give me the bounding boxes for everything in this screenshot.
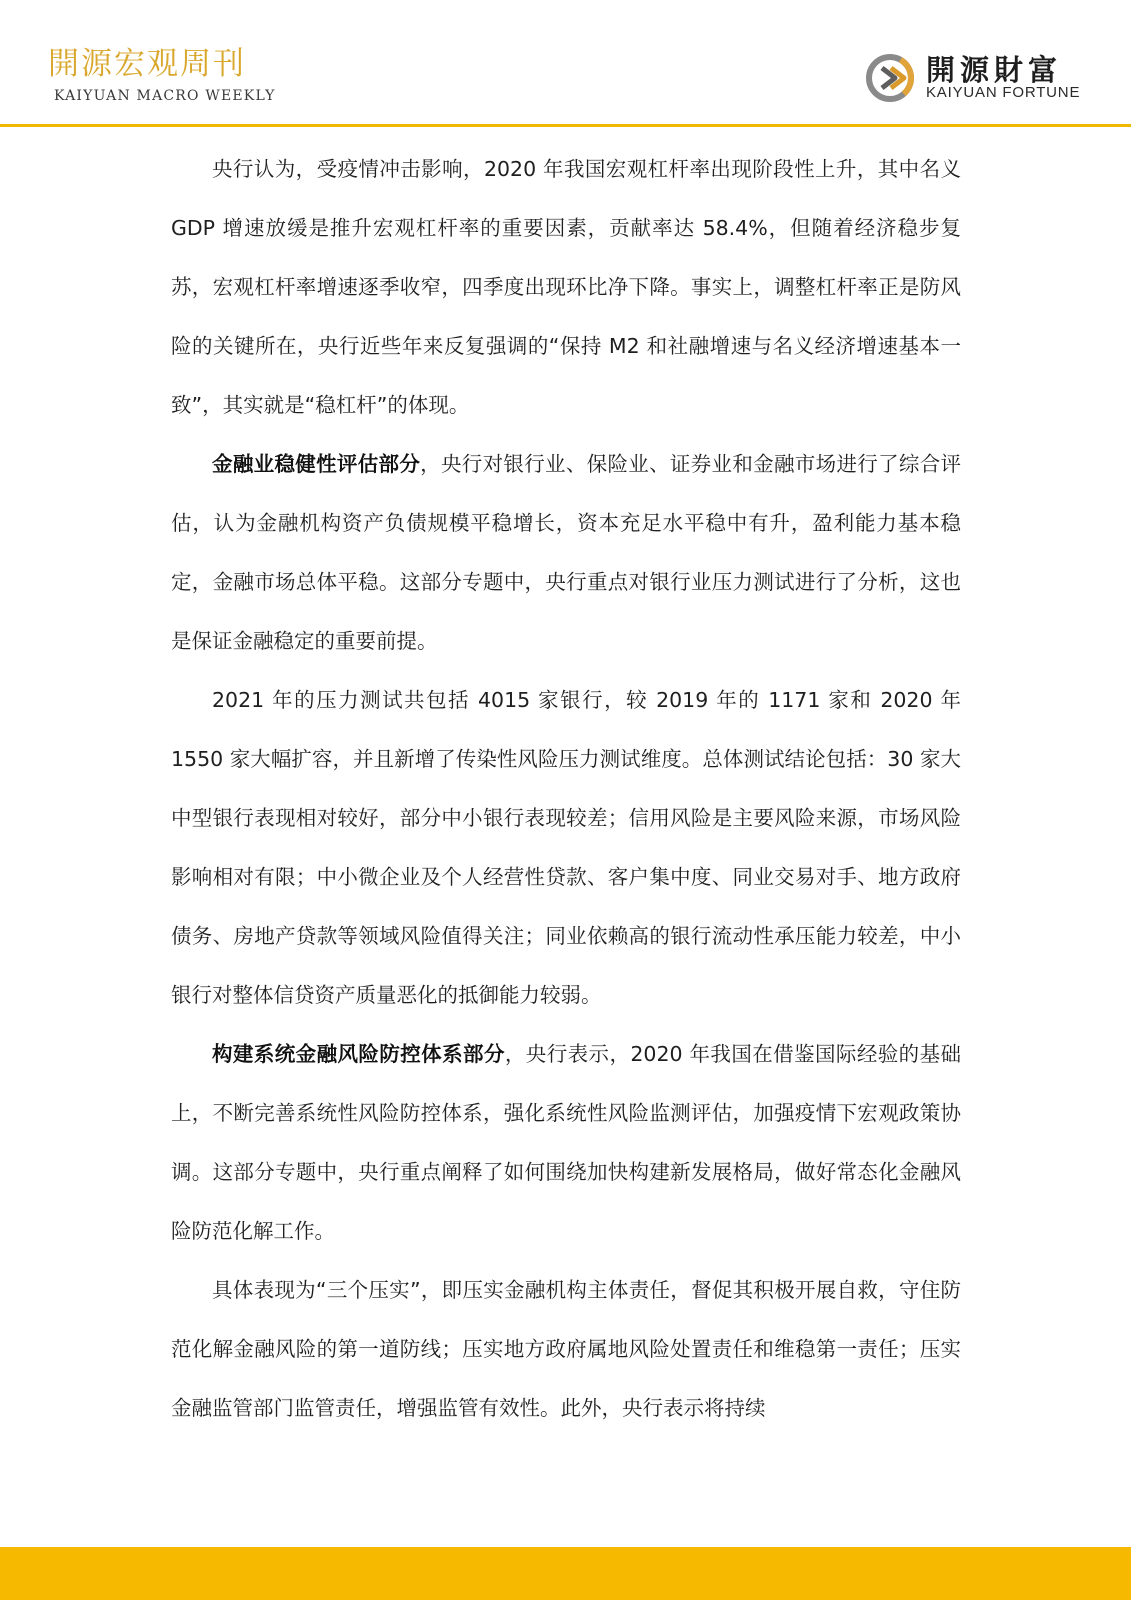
paragraph-risk-control [171,1025,961,1261]
footer-bar [0,1547,1131,1600]
section-lead-soundness: 金融业稳健性评估部分 [212,452,421,476]
paragraph-risk-control-text: ，央行表示，2020 年我国在借鉴国际经验的基础上，不断完善系统性风险防控体系，强化系统性风险监测评估，加强疫情下宏观政策协调。这部分专题中，央行重点阐释了如何围绕加快构建新发展格局，做好常态化金融风险防范化解工作。 [171,1042,961,1243]
paragraph-three-responsibilities: 具体表现为“三个压实”，即压实金融机构主体责任，督促其积极开展自救，守住防范化解金融风险的第一道防线；压实地方政府属地风险处置责任和维稳第一责任；压实金融监管部门监管责任，增强监管有效性。此外，央行表示将持续 [171,1278,961,1420]
report-title: 開源宏观周刊 [48,46,246,82]
header-divider [0,124,1131,127]
report-subtitle: KAIYUAN MACRO WEEKLY [54,88,276,104]
section-lead-risk-control: 构建系统金融风险防控体系部分 [212,1042,505,1066]
article-body [171,140,961,1438]
paragraph-soundness [171,435,961,671]
logo-chinese-name: 開源財富 [926,53,1063,87]
paragraph-stress-test: 2021 年的压力测试共包括 4015 家银行，较 2019 年的 1171 家和 2020 年 1550 家大幅扩容，并且新增了传染性风险压力测试维度。总体测试结论包括：30 家大中型银行表现相对较好，部分中小银行表现较差；信用风险是主要风险来源，市场风险影响相对有限；中小微企业及个人经营性贷款、客户集中度、同业交易对手、地方政府债务、房地产贷款等领域风险值得关注；同业依赖高的银行流动性承压能力较差，中小银行对整体信贷资产质量恶化的抵御能力较弱。 [171,688,961,1007]
paragraph-soundness-text: ，央行对银行业、保险业、证券业和金融市场进行了综合评估，认为金融机构资产负债规模平稳增长，资本充足水平稳中有升，盈利能力基本稳定，金融市场总体平稳。这部分专题中，央行重点对银行业压力测试进行了分析，这也是保证金融稳定的重要前提。 [171,452,962,653]
paragraph-leverage: 央行认为，受疫情冲击影响，2020 年我国宏观杠杆率出现阶段性上升，其中名义 GDP 增速放缓是推升宏观杠杆率的重要因素，贡献率达 58.4%，但随着经济稳步复苏，宏观杠杆率增速逐季收窄，四季度出现环比净下降。事实上，调整杠杆率正是防风险的关键所在，央行近些年来反复强调的“保持 M2 和社融增速与名义经济增速基本一致”，其实就是“稳杠杆”的体现。 [171,157,961,417]
kaiyuan-logo-icon [864,52,916,104]
brand-logo [864,46,1084,106]
page-header [0,0,1131,128]
logo-english-name: KAIYUAN FORTUNE [926,84,1081,101]
